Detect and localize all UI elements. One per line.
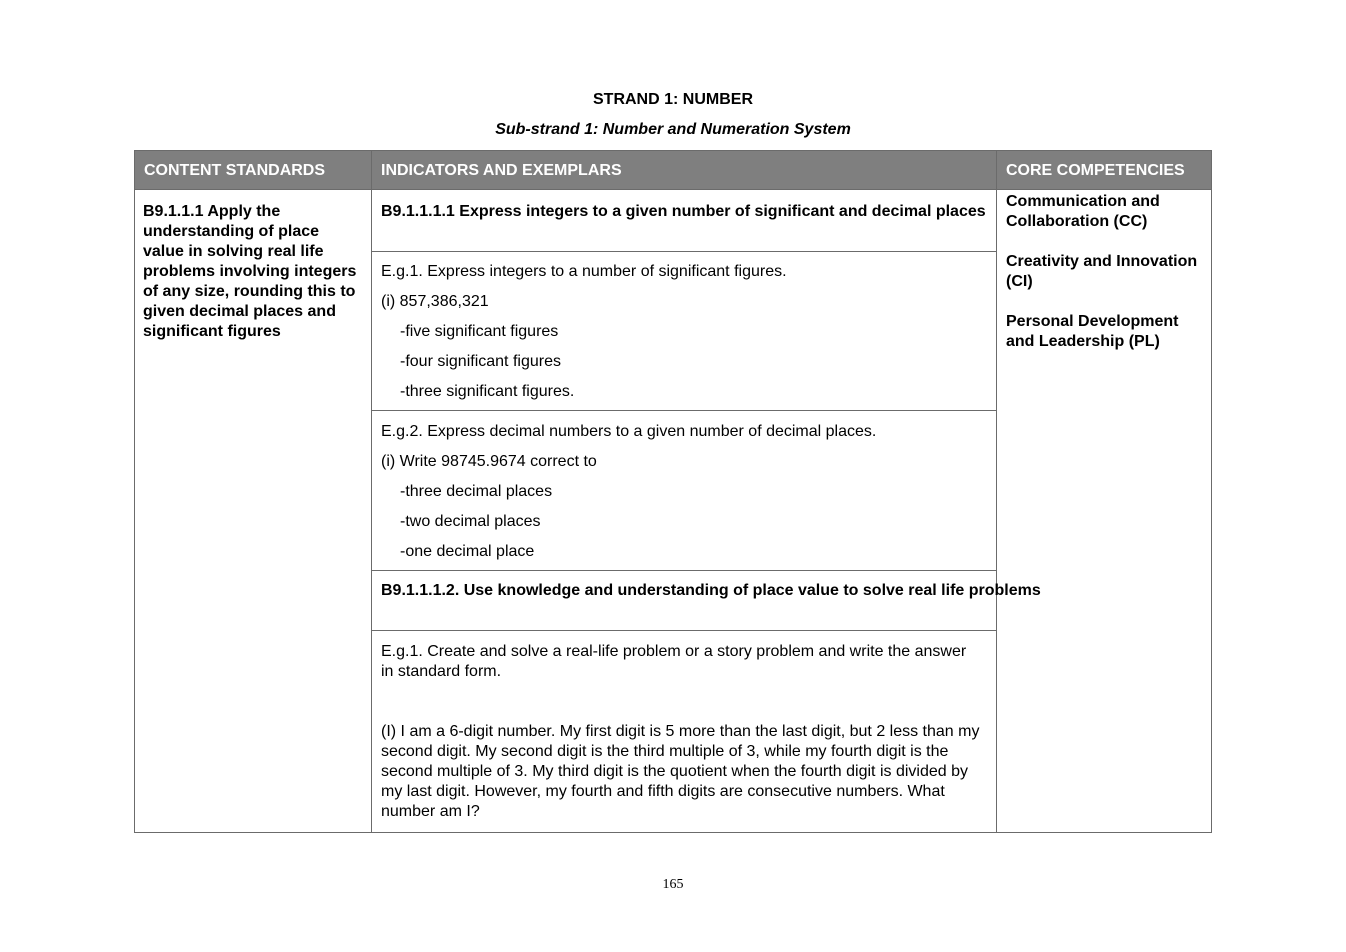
example-3-puzzle: (I) I am a 6-digit number. My first digit is 5 more than the last digit, but 2 less than my second digit. My second digit is the third multiple of 3, while my fourth digit is the second multiple of 3. My third digit is the quotient when the fourth digit is divided by my last digit. However, my fourth and fifth digits are consecutive numbers. What number am I? — [381, 723, 980, 820]
header-content-standards: CONTENT STANDARDS — [134, 150, 372, 190]
table-divider-2 — [996, 150, 997, 833]
header-core-competencies: CORE COMPETENCIES — [996, 150, 1212, 190]
page-number: 165 — [662, 877, 684, 892]
header-indicators: INDICATORS AND EXEMPLARS — [371, 150, 997, 190]
table-border-bottom — [134, 832, 1212, 833]
competency-cc: Communication and Collaboration (CC) — [1006, 193, 1160, 230]
example-2-option-b: -two decimal places — [400, 513, 541, 530]
example-1-option-b: -four significant figures — [400, 353, 561, 370]
table-border-right — [1211, 150, 1212, 833]
indicator-2: B9.1.1.1.2. Use knowledge and understanding of place value to solve real life problems — [381, 582, 1041, 599]
example-2-item: (i) Write 98745.9674 correct to — [381, 453, 597, 470]
example-1 — [381, 262, 991, 412]
example-3-lead: E.g.1. Create and solve a real-life problem or a story problem and write the answer in standard form. — [381, 643, 967, 680]
competency-pl: Personal Development and Leadership (PL) — [1006, 313, 1179, 350]
example-2-option-a: -three decimal places — [400, 483, 553, 500]
example-2-lead: E.g.2. Express decimal numbers to a given number of decimal places. — [381, 423, 877, 440]
strand-title: STRAND 1: NUMBER — [593, 91, 753, 108]
competencies-list — [1006, 192, 1206, 372]
content-standard-text: B9.1.1.1 Apply the understanding of place value in solving real life problems involving integers of any size, rounding this to given decimal places and significant figures — [143, 203, 357, 340]
substrand-title: Sub-strand 1: Number and Numeration System — [495, 121, 851, 138]
example-2-option-c: -one decimal place — [400, 543, 535, 560]
example-1-lead: E.g.1. Express integers to a number of significant figures. — [381, 263, 787, 280]
row-divider-4 — [371, 630, 997, 631]
example-1-option-a: -five significant figures — [400, 323, 559, 340]
indicator-1: B9.1.1.1.1 Express integers to a given number of significant and decimal places — [381, 203, 986, 220]
curriculum-table — [134, 150, 1212, 833]
table-border-left — [134, 150, 135, 833]
example-1-item: (i) 857,386,321 — [381, 293, 489, 310]
competency-ci: Creativity and Innovation (CI) — [1006, 253, 1198, 290]
example-1-option-c: -three significant figures. — [400, 383, 575, 400]
row-divider-1 — [371, 251, 997, 252]
example-2 — [381, 422, 991, 572]
table-divider-1 — [371, 150, 372, 833]
